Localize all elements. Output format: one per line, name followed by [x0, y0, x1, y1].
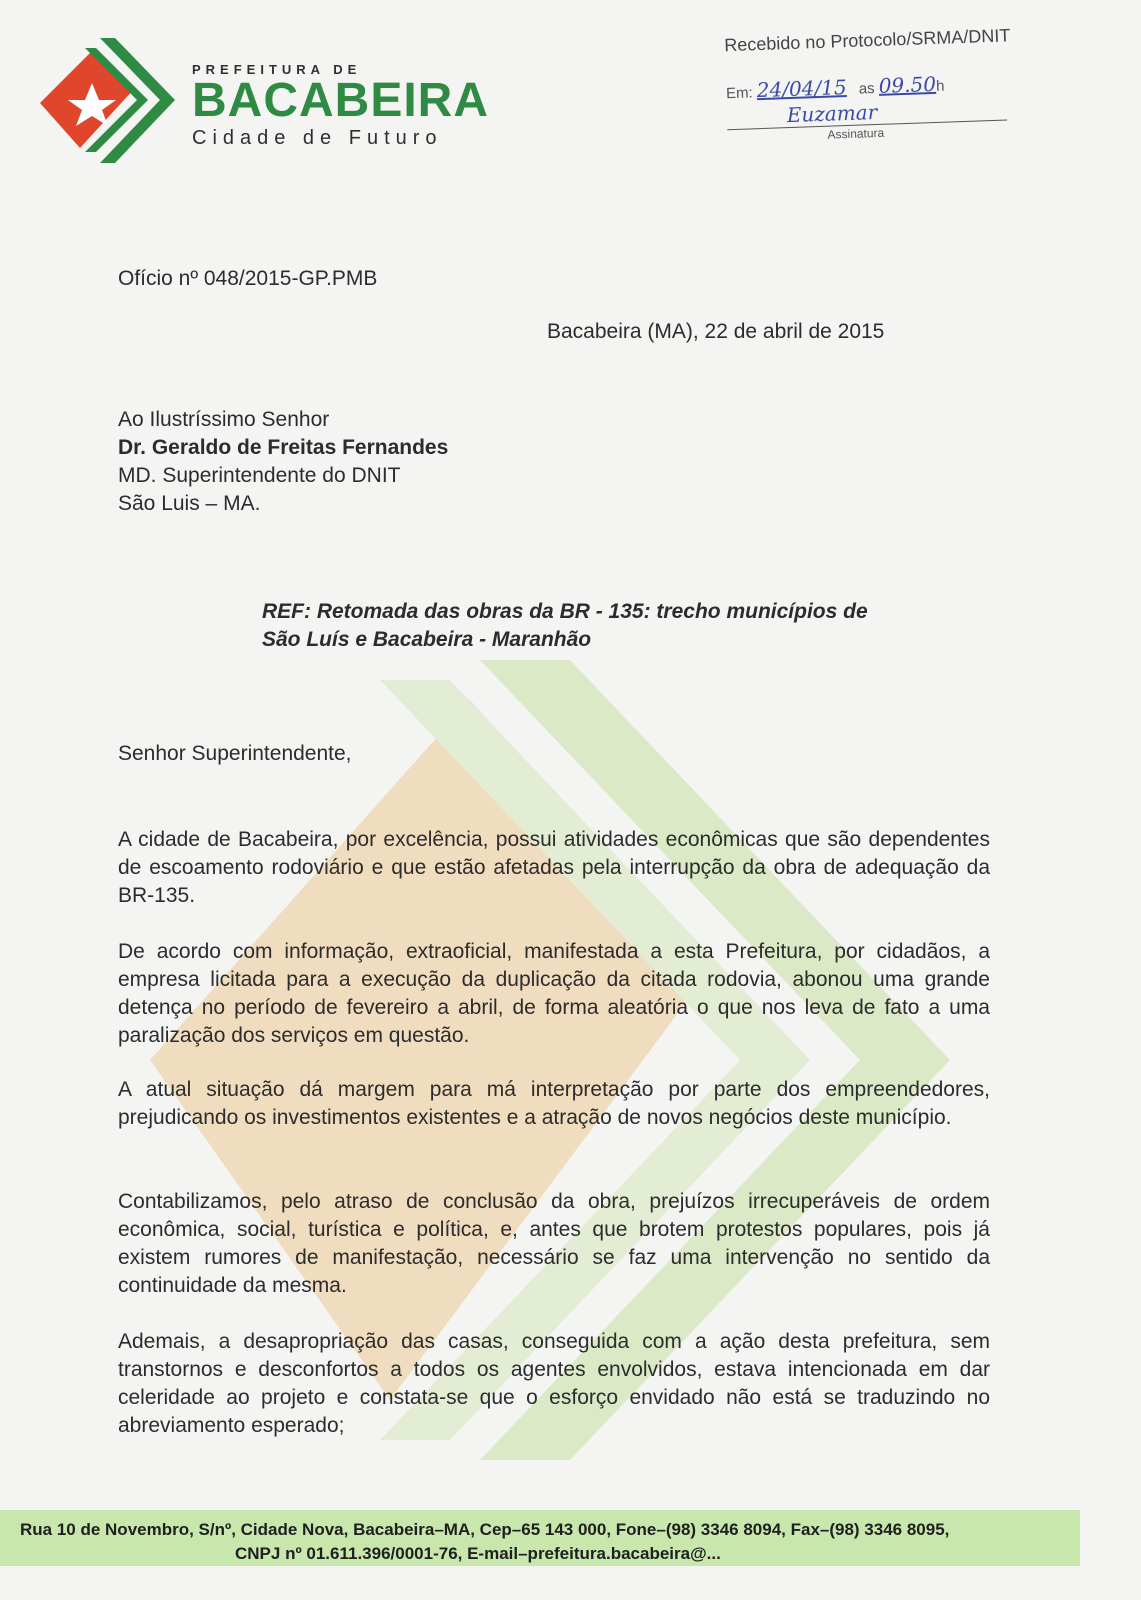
addressee-name: Dr. Geraldo de Freitas Fernandes	[118, 436, 449, 459]
addressee-city: São Luis – MA.	[118, 492, 261, 515]
brand-subtitle: Cidade de Futuro	[192, 127, 443, 149]
stamp-date-handwritten: 24/04/15	[756, 75, 847, 103]
protocol-stamp	[724, 25, 1028, 155]
stamp-assinatura-label: Assinatura	[827, 125, 885, 142]
addressee-block	[118, 406, 448, 518]
stamp-signature-handwritten: Euzamar	[786, 99, 878, 128]
brand-block	[192, 62, 489, 150]
stamp-date-row	[726, 72, 945, 104]
stamp-title: Recebido no Protocolo/SRMA/DNIT	[723, 25, 1011, 56]
footer-cnpj: CNPJ nº 01.611.396/0001-76, E-mail–prefeitura.bacabeira@...	[235, 1544, 721, 1563]
paragraph-4: Contabilizamos, pelo atraso de conclusão da obra, prejuízos irrecuperáveis de ordem econômica, social, turística e política, e, antes que brotem protestos populares, pois já existem rumores de manifestação, necessário se faz uma intervenção no sentido da continuidade da mesma.	[118, 1190, 990, 1297]
footer-address: Rua 10 de Novembro, S/nº, Cidade Nova, Bacabeira–MA, Cep–65 143 000, Fone–(98) 3346 8094, Fax–(98) 3346 8095,	[20, 1520, 950, 1539]
brand-top: PREFEITURA DE	[192, 62, 362, 77]
paragraph-3: A atual situação dá margem para má interpretação por parte dos empreendedores, prejudicando os investimentos existentes e a atração de novos negócios deste município.	[118, 1078, 990, 1129]
bacabeira-logo-icon	[40, 38, 175, 168]
reference-line-1: REF: Retomada das obras da BR - 135: trecho municípios de	[262, 600, 868, 623]
oficio-number: Ofício nº 048/2015-GP.PMB	[118, 267, 378, 290]
addressee-title: MD. Superintendente do DNIT	[118, 464, 401, 487]
stamp-time-handwritten: 09.50	[878, 71, 937, 98]
letter-date: Bacabeira (MA), 22 de abril de 2015	[547, 320, 885, 343]
stamp-em-label: Em:	[725, 84, 753, 103]
brand-name: BACABEIRA	[192, 74, 489, 127]
stamp-as-label: as	[858, 80, 875, 98]
reference-line-2: São Luís e Bacabeira - Maranhão	[262, 628, 592, 651]
paragraph-5: Ademais, a desapropriação das casas, conseguida com a ação desta prefeitura, sem transtornos e desconfortos a todos os agentes envolvidos, estava intencionada em dar celeridade ao projeto e constata-se que o esforço envidado não está se traduzindo no abreviamento esperado;	[118, 1330, 990, 1437]
paragraph-1: A cidade de Bacabeira, por excelência, possui atividades econômicas que são dependentes de escoamento rodoviário e que estão afetadas pela interrupção da obra de adequação da BR-135.	[118, 828, 990, 907]
paragraph-2: De acordo com informação, extraoficial, manifestada a esta Prefeitura, por cidadãos, a empresa licitada para a execução da duplicação da citada rodovia, abonou uma grande detença no período de fevereiro a abril, de forma aleatória o que nos leva de fato a uma paralização dos serviços em questão.	[118, 940, 990, 1047]
addressee-salutation: Ao Ilustríssimo Senhor	[118, 408, 330, 431]
stamp-h-label: h	[935, 77, 945, 95]
reference-block	[262, 598, 992, 654]
greeting: Senhor Superintendente,	[118, 742, 352, 765]
